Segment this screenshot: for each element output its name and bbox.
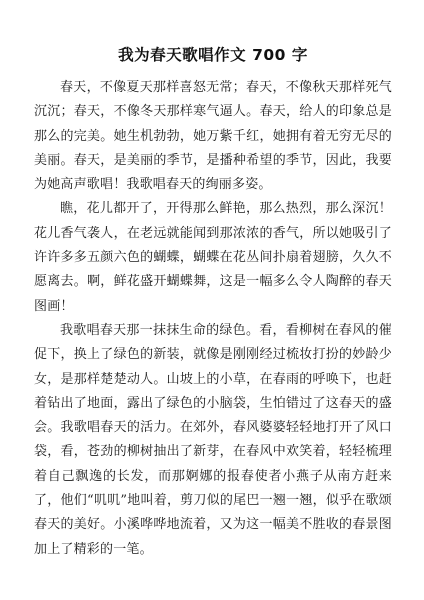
paragraph-2: 瞧，花儿都开了，开得那么鲜艳，那么热烈，那么深沉！花儿香气袭人，在老远就能闻到那浓浓的香气，所以她吸引了许许多多五颜六色的蝴蝶，蝴蝶在花丛间扑扇着翅膀，久久不愿离去。啊，鲜花盛开蝴蝶舞，这是一幅多么令人陶醉的春天图画！ xyxy=(34,201,392,314)
document-body xyxy=(34,76,392,562)
paragraph-1: 春天，不像夏天那样喜怒无常；春天，不像秋天那样死气沉沉；春天，不像冬天那样寒气逼人。春天，给人的印象总是那么的完美。她生机勃勃，她万紫千红，她拥有着无穷无尽的美丽。春天，是美丽的季节，是播种希望的季节，因此，我要为她高声歌唱！我歌唱春天的绚丽多姿。 xyxy=(34,80,392,193)
document-title: 我为春天歌唱作文 700 字 xyxy=(118,46,308,64)
paragraph-3: 我歌唱春天那一抹抹生命的绿色。看，看柳树在春风的催促下，换上了绿色的新装，就像是刚刚经过梳妆打扮的妙龄少女，是那样楚楚动人。山坡上的小草，在春雨的呼唤下，也赶着钻出了地面，露出了绿色的小脑袋，生怕错过了这春天的盛会。我歌唱春天的活力。在郊外，春风婆婆轻轻地打开了风口袋，看，苍劲的柳树抽出了新芽，在春风中欢笑着，轻轻梳理着自己飘逸的长发，而那婀娜的报春使者小燕子从南方赶来了，他们“叽叽”地叫着，剪刀似的尾巴一翘一翘，似乎在歌颂春天的美好。小溪哗哗地流着，又为这一幅美不胜收的春景图加上了精彩的一笔。 xyxy=(34,322,392,557)
